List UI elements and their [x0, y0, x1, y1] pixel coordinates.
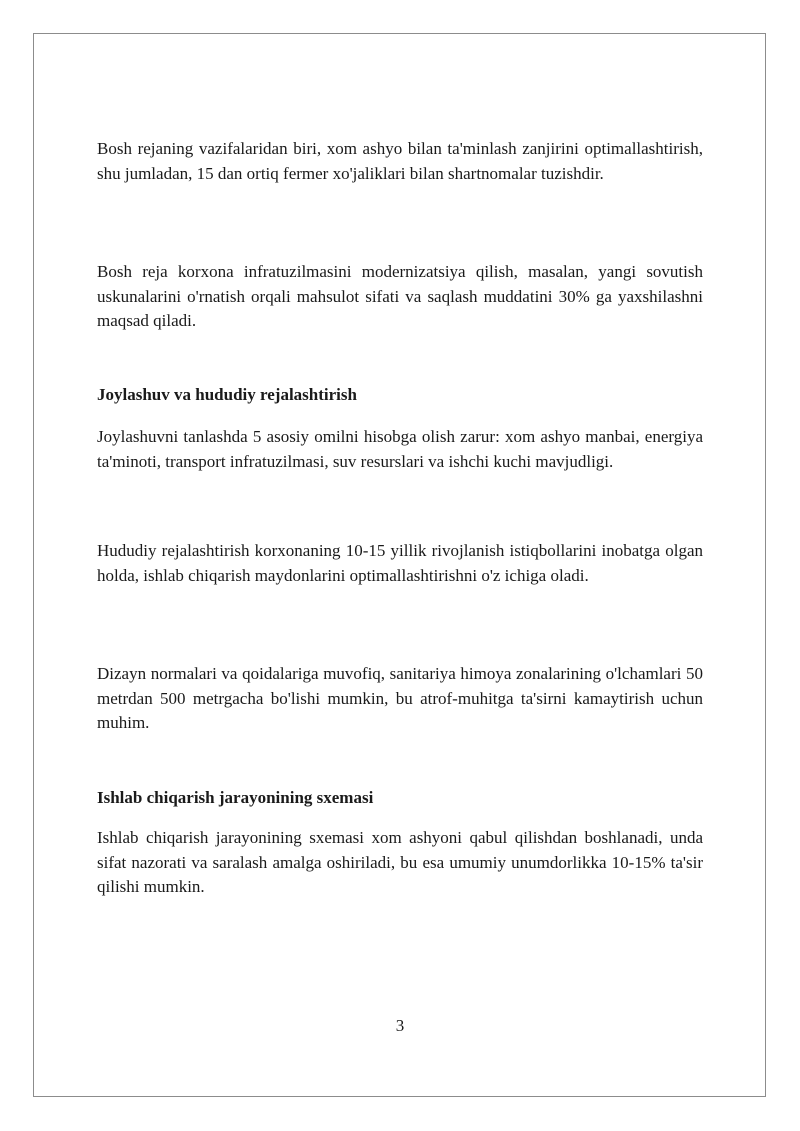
paragraph-territorial-planning: Hududiy rejalashtirish korxonaning 10-15 yillik rivojlanish istiqbollarini inobatga olgan holda, ishlab chiqarish maydonlarini optimallashtirishni o'z ichiga oladi. [97, 541, 703, 585]
paragraph-supply-chain: Bosh rejaning vazifalaridan biri, xom ashyo bilan ta'minlash zanjirini optimallashtirish, shu jumladan, 15 dan ortiq fermer xo'jaliklari bilan shartnomalar tuzishdir. [97, 139, 703, 183]
heading-production-scheme: Ishlab chiqarish jarayonining sxemasi [97, 788, 374, 807]
heading-location-planning: Joylashuv va hududiy rejalashtirish [97, 385, 357, 404]
paragraph-production-process: Ishlab chiqarish jarayonining sxemasi xom ashyoni qabul qilishdan boshlanadi, unda sifat nazorati va saralash amalga oshiriladi, bu esa umumiy unumdorlikka 10-15% ta'sir qilishi mumkin. [97, 828, 703, 896]
paragraph-location-factors: Joylashuvni tanlashda 5 asosiy omilni hisobga olish zarur: xom ashyo manbai, energiya ta'minoti, transport infratuzilmasi, suv resurslari va ishchi kuchi mavjudligi. [97, 427, 703, 471]
paragraph-infrastructure: Bosh reja korxona infratuzilmasini modernizatsiya qilish, masalan, yangi sovutish uskunalarini o'rnatish orqali mahsulot sifati va saqlash muddatini 30% ga yaxshilashni maqsad qiladi. [97, 262, 703, 330]
paragraph-sanitary-zones: Dizayn normalari va qoidalariga muvofiq, sanitariya himoya zonalarining o'lchamlari 50 metrdan 500 metrgacha bo'lishi mumkin, bu atrof-muhitga ta'sirni kamaytirish uchun muhim. [97, 664, 703, 732]
page-number: 3 [395, 1016, 405, 1035]
